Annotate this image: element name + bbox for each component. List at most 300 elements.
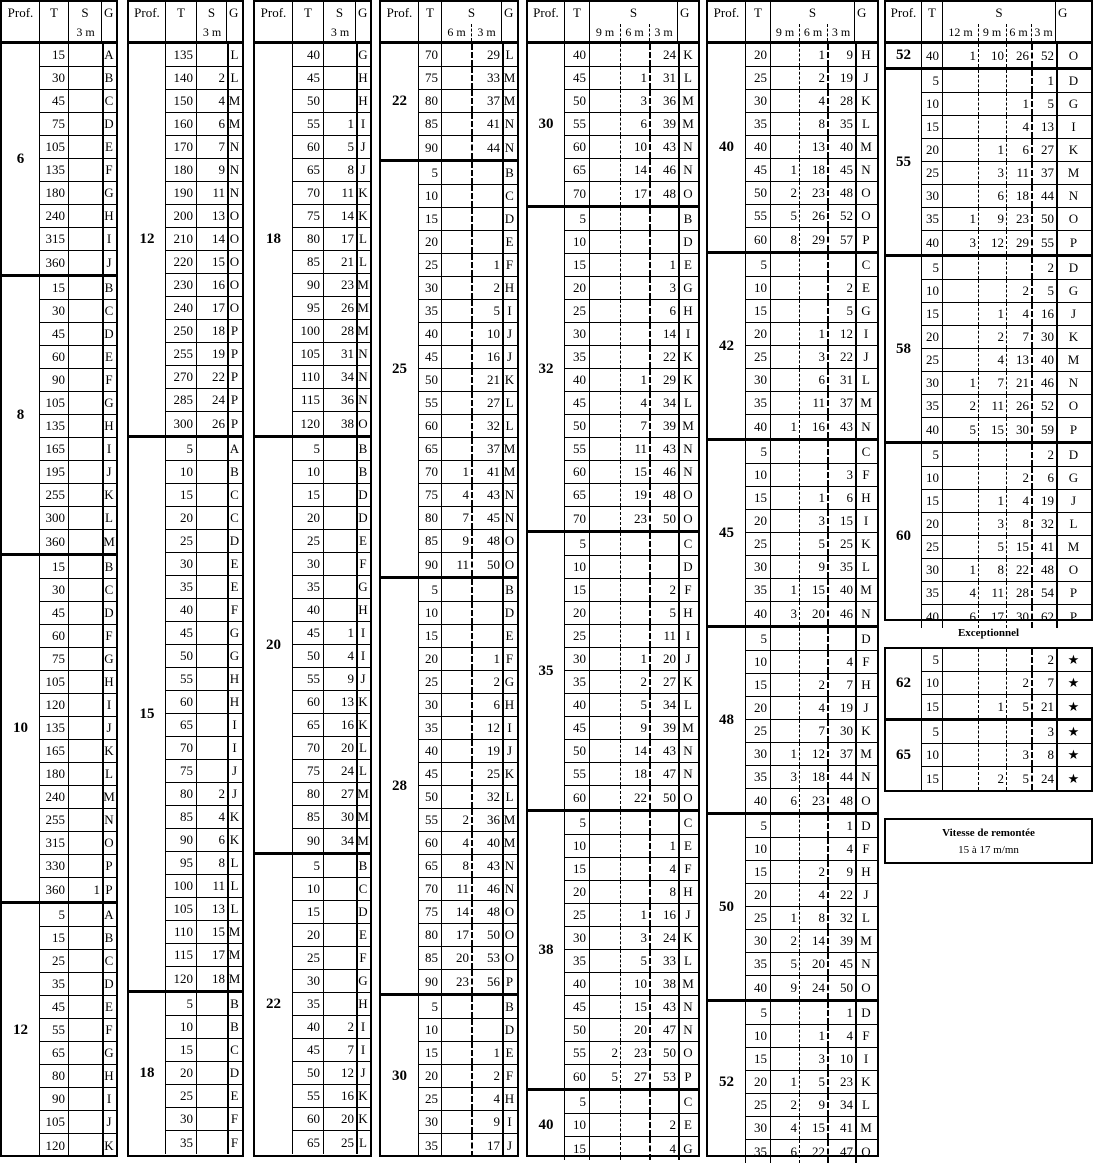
stop-cell-3m	[69, 1111, 102, 1133]
stop-cell-9m: 9	[790, 979, 797, 995]
stop-cell-3m	[827, 441, 855, 463]
group-letter-cell: I	[863, 1051, 869, 1066]
stop-cell-3m: 43	[663, 441, 676, 456]
stop-cell-3m: 53	[487, 950, 500, 965]
header-prof	[886, 2, 922, 41]
depth-group-32	[528, 208, 698, 533]
stop-cell-6m: 10	[634, 976, 647, 991]
stop-cell-3m: 17	[212, 300, 225, 315]
stop-cell-9m: 5	[997, 539, 1004, 554]
group-letter-cell: J	[685, 907, 691, 922]
table-row	[293, 320, 370, 343]
stop-cell-3m	[69, 205, 102, 227]
time-cell: 25	[419, 1088, 442, 1110]
stop-cell-9m	[590, 556, 620, 578]
stop-cell-9m: 1	[790, 162, 797, 177]
time-cell: 50	[419, 786, 442, 808]
group-letter-cell: K	[358, 1088, 368, 1103]
stop-cell-3m	[324, 924, 356, 946]
table-row	[419, 996, 517, 1019]
stop-cell-6m	[620, 231, 649, 253]
stop-cell-6m: 3	[818, 513, 825, 528]
depth-group-8	[2, 277, 116, 556]
stop-cell-6m	[442, 300, 471, 322]
table-row	[565, 438, 698, 461]
time-cell: 5	[419, 996, 442, 1018]
depth-group-65	[886, 721, 1091, 790]
header-prof	[528, 2, 565, 41]
table-row	[293, 783, 370, 806]
table-row	[40, 507, 116, 530]
stop-cell-6m: 6	[640, 116, 647, 131]
table-row	[746, 1094, 877, 1117]
group-letter-cell: K	[861, 93, 871, 108]
stop-cell-6m: 11	[1016, 165, 1029, 180]
time-cell: 45	[40, 90, 69, 112]
stop-cell-3m	[69, 648, 102, 670]
table-row	[166, 553, 242, 576]
stop-cell-6m: 10	[634, 139, 647, 154]
stop-cell-6m: 8	[818, 910, 825, 925]
stop-cell-3m	[197, 599, 227, 621]
stop-cell-3m: 18	[212, 323, 225, 338]
stop-cell-3m: 36	[487, 812, 500, 827]
stop-cell-6m: 4	[818, 700, 825, 715]
table-row	[565, 625, 698, 648]
time-cell: 135	[40, 717, 69, 739]
group-letter-cell: I	[106, 231, 112, 246]
stop-cell-3m: 2	[493, 674, 500, 689]
table-row	[40, 300, 116, 323]
time-cell: 50	[166, 645, 197, 667]
time-cell: 25	[922, 536, 943, 558]
time-cell: 90	[40, 1088, 69, 1110]
stop-cell-3m	[471, 579, 502, 601]
stop-cell-3m: 45	[840, 956, 853, 971]
group-letter-cell: G	[104, 185, 114, 200]
table-row	[40, 579, 116, 602]
stop-cell-3m: 28	[840, 93, 853, 108]
stop-cell-3m: 46	[487, 881, 500, 896]
table-row	[922, 257, 1091, 280]
group-letter-cell: N	[683, 743, 693, 758]
depth-label: 32	[528, 208, 565, 530]
stop-cell-6m	[442, 277, 471, 299]
depth-label: 18	[255, 44, 293, 435]
time-cell: 95	[293, 297, 324, 319]
stop-cell-9m: 8	[790, 231, 797, 247]
group-letter-cell: F	[359, 950, 367, 965]
group-letter-cell: N	[683, 441, 693, 456]
stop-cell-3m: 35	[840, 559, 853, 574]
time-cell: 5	[746, 815, 771, 837]
table-row	[922, 185, 1091, 208]
table-row	[746, 67, 877, 90]
stop-cell-6m: 13	[1016, 352, 1029, 367]
header-prof-label: Prof.	[7, 5, 34, 20]
group-letter-cell: A	[104, 907, 114, 922]
table-row	[40, 996, 116, 1019]
stop-cell-3m: 41	[487, 116, 500, 131]
time-cell: 15	[40, 556, 69, 578]
group-letter-cell: O	[683, 789, 693, 805]
stop-cell-6m: 29	[812, 231, 825, 247]
group-letter-cell: K	[229, 809, 240, 824]
stop-cell-9m: 1	[790, 418, 797, 434]
stop-cell-6m: 1	[1022, 96, 1029, 111]
stop-cell-3m: 1	[493, 651, 500, 666]
stop-cell-9m: 3	[790, 605, 797, 621]
header-g-label: G	[104, 5, 114, 20]
table-row	[419, 786, 517, 809]
stop-cell-6m: 2	[818, 677, 825, 692]
table-row	[419, 369, 517, 392]
stop-cell-9m	[590, 369, 620, 391]
stop-cell-6m	[442, 763, 471, 785]
group-letter-cell: N	[504, 139, 515, 155]
group-letter-cell: D	[1068, 73, 1079, 88]
stop-cell-3m	[649, 812, 678, 834]
group-letter-cell: I	[360, 648, 366, 663]
stop-cell-3m	[471, 162, 502, 184]
group-letter-cell: J	[863, 700, 869, 715]
table-body	[708, 44, 877, 1159]
time-cell: 195	[40, 461, 69, 483]
header-g-label: G	[229, 5, 239, 20]
header-stop-9m: 9 m	[775, 25, 795, 39]
depth-group-12	[129, 44, 242, 438]
group-letter-cell: E	[684, 1117, 692, 1132]
depth-group-22	[381, 44, 517, 162]
table-row	[166, 507, 242, 530]
group-letter-cell: B	[104, 559, 114, 574]
stop-cell-3m: 4	[218, 809, 225, 824]
time-cell: 20	[565, 602, 590, 624]
time-cell: 50	[293, 645, 324, 667]
stop-cell-3m: 19	[1041, 493, 1054, 508]
time-cell: 140	[166, 67, 197, 89]
stop-cell-6m: 4	[818, 93, 825, 108]
group-letter-cell: M	[682, 720, 694, 735]
group-letter-cell: G	[861, 303, 871, 318]
time-cell: 25	[293, 530, 324, 552]
stop-cell-9m: 1	[997, 306, 1004, 321]
stop-cell-3m: 44	[1041, 188, 1054, 203]
table-row	[166, 944, 242, 967]
group-letter-cell: K	[358, 185, 368, 200]
table-row	[746, 369, 877, 392]
table-row	[293, 366, 370, 389]
stop-cell-3m	[69, 251, 102, 274]
stop-cell-3m	[69, 1042, 102, 1064]
table-row	[565, 533, 698, 556]
header-s	[324, 2, 356, 41]
stop-cell-9m: 2	[611, 1045, 618, 1060]
stop-cell-3m: 24	[1041, 770, 1054, 786]
table-row	[293, 159, 370, 182]
table-row	[419, 694, 517, 717]
group-letter-cell: J	[1070, 306, 1077, 321]
time-cell: 60	[565, 786, 590, 809]
group-letter-cell: P	[105, 881, 113, 897]
stop-cell-9m	[590, 625, 620, 647]
table-row	[166, 366, 242, 389]
stop-cell-6m: 3	[818, 349, 825, 364]
stop-cell-3m: 14	[341, 208, 354, 223]
stop-cell-9m	[590, 1019, 620, 1041]
group-letter-cell: N	[861, 162, 871, 177]
stop-cell-9m: 1	[790, 1074, 797, 1089]
header-prof	[381, 2, 419, 41]
depth-group-50	[708, 815, 877, 1002]
stop-cell-6m: 17	[634, 185, 647, 201]
table-row	[746, 441, 877, 464]
group-letter-cell: L	[684, 70, 692, 85]
stop-cell-3m: 10	[487, 326, 500, 341]
group-letter-cell: O	[504, 533, 515, 548]
stop-cell-6m	[442, 740, 471, 762]
time-cell: 80	[293, 228, 324, 250]
stop-cell-3m	[69, 694, 102, 716]
table-row	[922, 93, 1091, 116]
stop-cell-3m: 5	[669, 605, 676, 620]
header-s	[771, 2, 855, 41]
table-row	[922, 208, 1091, 231]
stop-cell-9m	[978, 744, 1006, 766]
stop-cell-6m	[442, 1065, 471, 1087]
time-cell: 80	[40, 1065, 69, 1087]
stop-cell-3m: 9	[846, 864, 853, 879]
time-cell: 45	[419, 346, 442, 368]
group-letter-cell: B	[505, 582, 514, 597]
stop-cell-3m: 17	[487, 1137, 500, 1153]
stop-cell-9m: 1	[790, 910, 797, 925]
stop-cell-12m	[943, 162, 978, 184]
table-row	[565, 277, 698, 300]
stop-cell-6m	[799, 628, 827, 650]
stop-cell-9m: 8	[997, 562, 1004, 577]
table-row	[293, 274, 370, 297]
stop-cell-9m	[590, 786, 620, 809]
time-cell: 30	[922, 372, 943, 394]
stop-cell-6m: 15	[812, 582, 825, 597]
depth-group-55	[886, 70, 1091, 257]
group-letter-cell: M	[860, 933, 872, 948]
group-letter-cell: N	[504, 858, 515, 873]
table-row	[166, 691, 242, 714]
table-row	[922, 536, 1091, 559]
table-row	[419, 1088, 517, 1111]
table-row	[419, 484, 517, 507]
time-cell: 20	[922, 513, 943, 535]
table-row	[166, 136, 242, 159]
group-letter-cell: G	[683, 1140, 693, 1156]
table-row	[746, 907, 877, 930]
time-cell: 30	[40, 300, 69, 322]
group-letter-cell: H	[861, 864, 871, 879]
table-row	[293, 993, 370, 1016]
header-prof	[129, 2, 166, 41]
header-s-label: S	[995, 5, 1003, 20]
table-row	[922, 695, 1091, 718]
time-cell: 120	[40, 1134, 69, 1157]
time-cell: 55	[166, 668, 197, 690]
table-row	[419, 461, 517, 484]
table-row	[166, 875, 242, 898]
table-row	[922, 513, 1091, 536]
stop-cell-3m	[324, 67, 356, 89]
time-cell: 50	[565, 415, 590, 437]
time-cell: 120	[166, 967, 197, 990]
stop-cell-3m: 2	[218, 786, 225, 801]
time-cell: 20	[746, 697, 771, 719]
time-cell: 45	[293, 67, 324, 89]
stop-cell-3m: 48	[487, 533, 500, 548]
table-row	[40, 1134, 116, 1157]
group-letter-cell: L	[862, 559, 870, 574]
group-letter-cell: M	[503, 93, 516, 108]
table-row	[40, 159, 116, 182]
time-cell: 40	[419, 740, 442, 762]
group-letter-cell: J	[360, 162, 366, 177]
stop-cell-3m	[69, 323, 102, 345]
stop-cell-3m	[69, 579, 102, 601]
table-body	[2, 44, 116, 1155]
stop-cell-3m: 7	[218, 139, 225, 154]
stop-cell-3m: 5	[347, 139, 354, 154]
stop-cell-6m	[620, 579, 649, 601]
table-row	[419, 671, 517, 694]
ascent-speed-title: Vitesse de remontée	[942, 827, 1035, 839]
depth-group-25	[381, 162, 517, 579]
time-cell: 5	[419, 579, 442, 601]
table-row	[293, 1085, 370, 1108]
time-cell: 5	[293, 855, 324, 877]
table-row	[922, 767, 1091, 790]
group-letter-cell: P	[862, 231, 870, 247]
stop-cell-3m	[69, 392, 102, 414]
stop-cell-3m: 4	[846, 1028, 853, 1043]
stop-cell-3m: 6	[669, 303, 676, 318]
depth-label: 28	[381, 579, 419, 993]
header-t	[40, 2, 69, 41]
stop-cell-3m: 50	[663, 510, 676, 526]
stop-cell-6m: 16	[812, 418, 825, 434]
stop-cell-3m	[649, 1091, 678, 1113]
group-letter-cell: D	[1068, 447, 1079, 462]
time-cell: 15	[565, 254, 590, 276]
header-t-label: T	[50, 5, 58, 20]
stop-cell-9m	[590, 1091, 620, 1113]
table-row	[40, 1042, 116, 1065]
stop-cell-3m: 24	[663, 47, 676, 62]
stop-cell-6m: 9	[640, 720, 647, 735]
stop-cell-3m: 37	[1041, 165, 1054, 180]
table-row	[565, 904, 698, 927]
table-row	[293, 878, 370, 901]
stop-cell-9m: 15	[991, 421, 1004, 437]
ascent-speed-note	[884, 818, 1093, 864]
depth-group-18	[129, 993, 242, 1154]
table-row	[746, 789, 877, 812]
time-cell: 30	[746, 90, 771, 112]
group-letter-cell: L	[684, 953, 692, 968]
group-letter-cell: D	[683, 234, 693, 249]
stop-cell-3m: 19	[840, 70, 853, 85]
table-row	[293, 67, 370, 90]
stop-cell-6m: 24	[812, 979, 825, 995]
stop-cell-9m	[590, 858, 620, 880]
stop-cell-3m: 8	[347, 162, 354, 177]
time-cell: 40	[293, 1016, 324, 1038]
stop-cell-12m	[943, 444, 978, 466]
time-cell: 30	[746, 930, 771, 952]
stop-cell-3m: 4	[493, 1091, 500, 1106]
stop-cell-3m: 10	[840, 1051, 853, 1066]
stop-cell-3m: 36	[341, 392, 354, 407]
time-cell: 25	[419, 254, 442, 276]
stop-cell-9m: 10	[991, 47, 1004, 63]
stop-cell-6m	[620, 858, 649, 880]
time-cell: 75	[40, 648, 69, 670]
table-row	[419, 44, 517, 67]
stop-cell-3m: 52	[840, 208, 853, 223]
stop-cell-3m: 14	[212, 231, 225, 246]
group-letter-cell: H	[104, 418, 114, 433]
stop-cell-3m: 57	[840, 231, 853, 247]
table-row	[419, 602, 517, 625]
stop-cell-6m: 17	[456, 927, 469, 942]
stop-cell-3m: 13	[1041, 119, 1054, 134]
table-row	[40, 878, 116, 901]
time-cell: 5	[419, 162, 442, 184]
table-row	[166, 44, 242, 67]
time-cell: 40	[746, 976, 771, 999]
time-cell: 5	[166, 438, 197, 460]
stop-cell-3m: 50	[1041, 211, 1054, 226]
table-row	[746, 300, 877, 323]
stop-cell-3m	[197, 507, 227, 529]
time-cell: 135	[166, 44, 197, 66]
table-row	[40, 973, 116, 996]
time-cell: 60	[40, 346, 69, 368]
depth-group-60	[886, 444, 1091, 628]
group-letter-cell: D	[104, 976, 114, 991]
stop-cell-3m	[69, 625, 102, 647]
time-cell: 5	[746, 1002, 771, 1024]
stop-cell-3m	[69, 832, 102, 854]
header-g	[356, 2, 370, 41]
group-letter-cell: P	[1069, 421, 1078, 437]
stop-cell-3m: 52	[1041, 398, 1054, 413]
header-g	[1056, 2, 1091, 41]
stop-cell-6m	[799, 441, 827, 463]
stop-cell-3m: 33	[663, 953, 676, 968]
stop-cell-6m	[620, 556, 649, 578]
group-letter-cell: K	[358, 208, 368, 223]
stop-cell-6m: 21	[1016, 375, 1029, 390]
time-cell: 45	[565, 717, 590, 739]
table-row	[419, 648, 517, 671]
group-letter-cell: N	[861, 605, 871, 621]
header-s-label: S	[467, 5, 476, 20]
group-letter-cell: O	[1068, 562, 1079, 577]
time-cell: 15	[419, 625, 442, 647]
stop-cell-3m	[471, 602, 502, 624]
time-cell: 25	[746, 346, 771, 368]
stop-cell-9m	[590, 740, 620, 762]
time-cell: 65	[293, 159, 324, 181]
